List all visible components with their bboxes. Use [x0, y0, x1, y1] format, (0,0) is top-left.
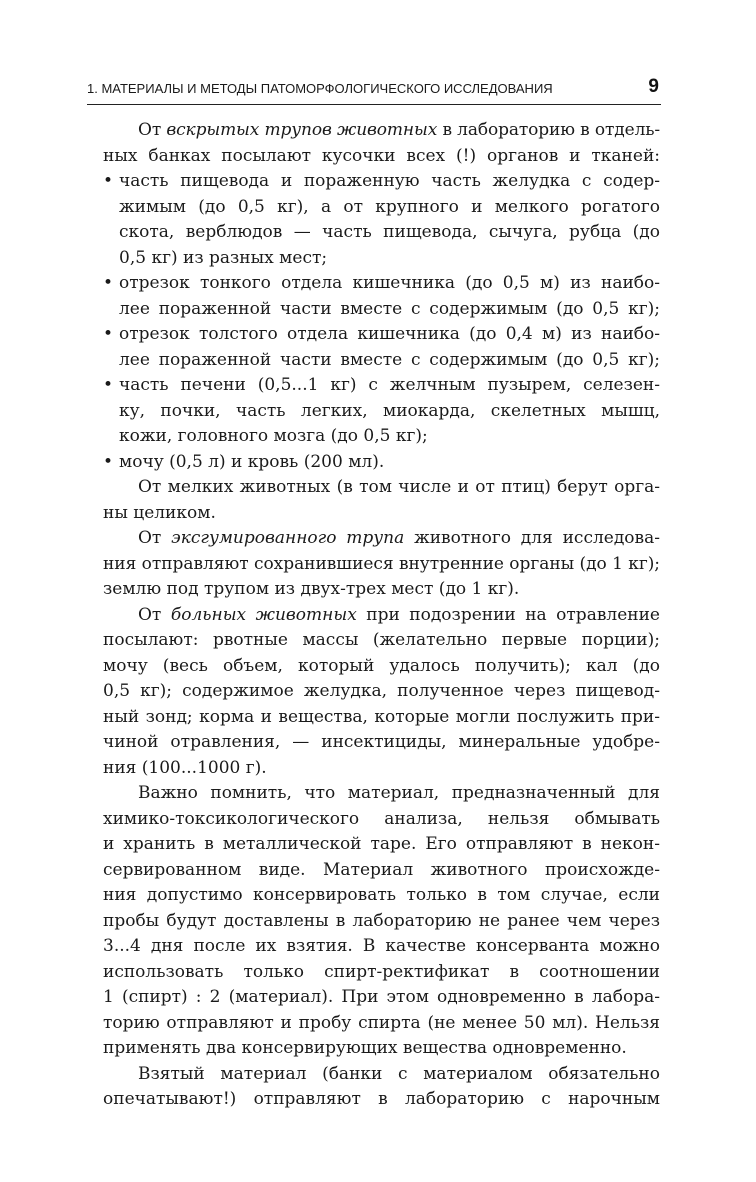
text-line: 0,5 кг) из разных мест; [119, 247, 328, 268]
paragraph [103, 475, 660, 526]
text-line: • отрезок толстого отдела кишечника (до 0,4 м) из наибо- [103, 322, 660, 348]
bullet-item [103, 322, 660, 373]
text-line: • отрезок тонкого отдела кишечника (до 0,5 м) из наибо- [103, 271, 660, 297]
paragraph [103, 781, 660, 1062]
text-line: Взятый материал (банки с материалом обязательно [138, 1063, 660, 1084]
text-line: ных банках посылают кусочки всех (!) органов и тканей: [103, 145, 660, 166]
text-line: ния (100...1000 г). [103, 757, 267, 778]
text-line: мочу (весь объем, который удалось получить); кал (до [103, 655, 660, 676]
bullet-icon: • [103, 273, 114, 293]
page-number: 9 [648, 76, 659, 97]
bullet-item [103, 450, 660, 476]
text-line: пробы будут доставлены в лабораторию не ранее чем через [103, 910, 660, 931]
text-line: От больных животных при подозрении на отравление [138, 604, 660, 625]
running-header [87, 76, 661, 105]
text-line: лее пораженной части вместе с содержимым (до 0,5 кг); [119, 298, 660, 319]
text-line: сервированном виде. Материал животного происхожде- [103, 859, 660, 880]
bullet-icon: • [103, 171, 114, 191]
bullet-icon: • [103, 375, 114, 395]
text-line: 3...4 дня после их взятия. В качестве консерванта можно [103, 936, 660, 956]
text-line: • часть пищевода и пораженную часть желудка с содер- [103, 169, 660, 195]
paragraph [103, 118, 660, 169]
text-line: жимым (до 0,5 кг), а от крупного и мелкого рогатого [119, 196, 660, 217]
text-line: торию отправляют и пробу спирта (не менее 50 мл). Нельзя [103, 1012, 660, 1033]
text-line: кожи, головного мозга (до 0,5 кг); [119, 426, 428, 446]
text-line: • мочу (0,5 л) и кровь (200 мл). [103, 450, 660, 476]
text-line: 1 (спирт) : 2 (материал). При этом одновременно в лабора- [103, 987, 660, 1007]
text-line: От мелких животных (в том числе и от птиц) берут орга- [138, 477, 660, 497]
paragraph [103, 526, 660, 603]
bullet-item [103, 373, 660, 450]
text-line: ный зонд; корма и вещества, которые могли послужить при- [103, 706, 660, 727]
text-line: чиной отравления, — инсектициды, минеральные удобре- [103, 732, 660, 752]
text-line: ния допустимо консервировать только в том случае, если [103, 885, 660, 905]
text-line: Важно помнить, что материал, предназначенный для [138, 783, 660, 803]
chapter-title: 1. МАТЕРИАЛЫ И МЕТОДЫ ПАТОМОРФОЛОГИЧЕСКОГО ИССЛЕДОВАНИЯ [87, 81, 553, 96]
paragraph [103, 1062, 660, 1113]
text-line: 0,5 кг); содержимое желудка, полученное через пищевод- [103, 681, 660, 701]
text-line: ны целиком. [103, 502, 216, 523]
text-line: землю под трупом из двух-трех мест (до 1 кг). [103, 579, 520, 599]
paragraph [103, 603, 660, 782]
text-line: применять два консервирующих вещества одновременно. [103, 1038, 627, 1058]
text-line: ку, почки, часть легких, миокарда, скелетных мышц, [119, 400, 660, 421]
text-line: и хранить в металлической таре. Его отправляют в некон- [103, 834, 660, 854]
bullet-item [103, 271, 660, 322]
text-line: скота, верблюдов — часть пищевода, сычуга, рубца (до [119, 222, 660, 242]
text-line: посылают: рвотные массы (желательно первые порции); [103, 630, 660, 650]
text-line: опечатывают!) отправляют в лабораторию с нарочным [103, 1089, 660, 1109]
text-line: лее пораженной части вместе с содержимым (до 0,5 кг); [119, 349, 660, 370]
text-line: От эксгумированного трупа животного для исследова- [138, 528, 660, 548]
text-line: ния отправляют сохранившиеся внутренние органы (до 1 кг); [103, 553, 660, 574]
bullet-icon: • [103, 451, 114, 472]
text-line: химико-токсикологического анализа, нельзя обмывать [103, 808, 660, 829]
bullet-icon: • [103, 324, 114, 344]
page-body [103, 118, 660, 1113]
bullet-item [103, 169, 660, 271]
text-line: От вскрытых трупов животных в лабораторию в отдель- [138, 120, 661, 140]
text-line: использовать только спирт-ректификат в соотношении [103, 961, 660, 982]
text-line: • часть печени (0,5...1 кг) с желчным пузырем, селезен- [103, 373, 660, 399]
